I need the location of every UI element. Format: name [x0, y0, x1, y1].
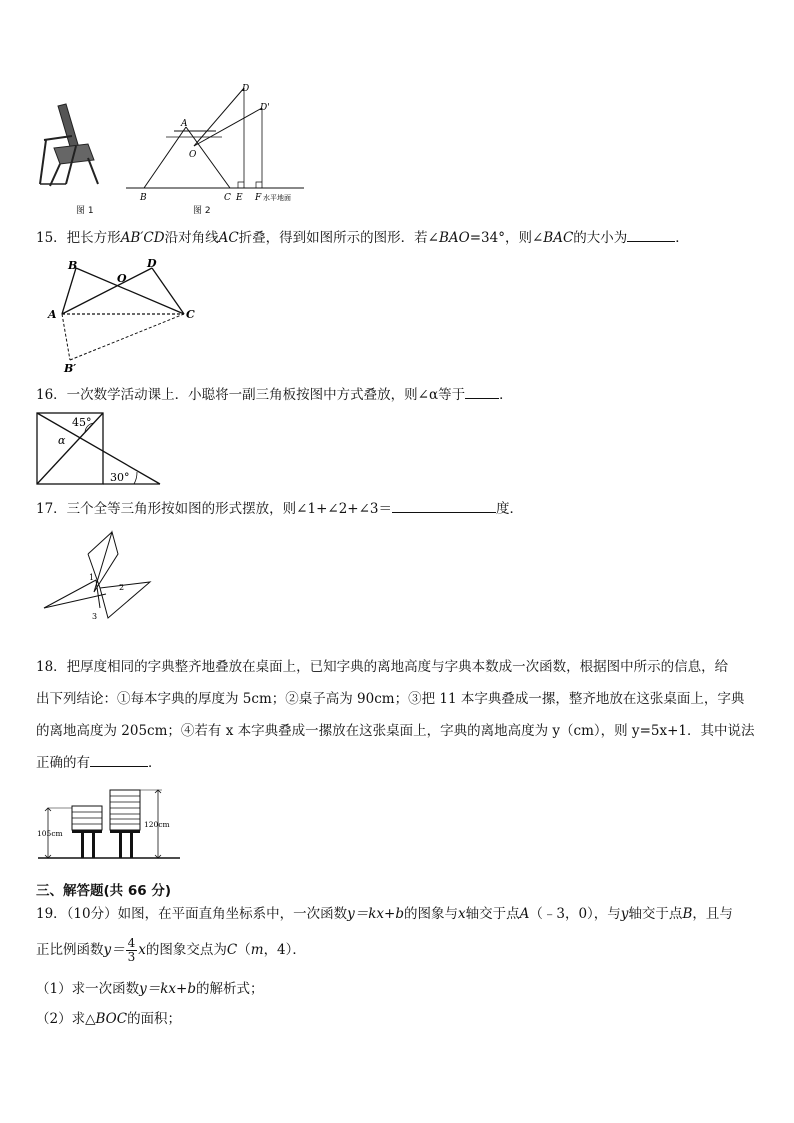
- q18-line3: 的离地高度为 205cm；④若有 x 本字典叠成一摞放在这张桌面上，字典的离地高度为 y（cm），则 y=5x+1．其中说法: [36, 723, 755, 739]
- q17-text: 17．三个全等三角形按如图的形式摆放，则∠1+∠2+∠3＝: [36, 501, 393, 517]
- q19-m: m: [250, 942, 264, 958]
- q18-height-105: 105cm: [37, 829, 63, 838]
- q15-mid2: 折叠，得到如图所示的图形．若∠: [238, 230, 439, 246]
- q17-figure: [40, 528, 154, 622]
- q15-angle2: BAC: [543, 230, 574, 246]
- label-c: C: [224, 193, 231, 203]
- q15-label-a: A: [48, 308, 57, 321]
- q16-angle-45: 45°: [72, 416, 92, 429]
- q15-end: ．: [675, 230, 689, 246]
- q19-point-c: C: [226, 942, 238, 958]
- label-d: D: [242, 84, 250, 94]
- q18-line2: 出下列结论：①每本字典的厚度为 5cm；②桌子高为 90cm；③把 11 本字典叠成一摞，整齐地放在这张桌面上，字典: [36, 691, 745, 707]
- label-a: A: [181, 119, 188, 129]
- q15-label-c: C: [186, 308, 195, 321]
- q16-angle-30: 30°: [110, 471, 130, 484]
- q17-label-3: 3: [92, 612, 98, 621]
- label-d-prime: D': [260, 103, 270, 113]
- q15-diag: AC: [218, 230, 239, 246]
- q19-y2: y＝: [103, 942, 125, 958]
- q19-point-b: B: [682, 906, 693, 922]
- q19-part2-b: 的面积；: [127, 1011, 182, 1027]
- q16-end: ．: [499, 387, 513, 403]
- q18-height-120: 120cm: [144, 820, 170, 829]
- q19-line2-c: （: [237, 942, 251, 958]
- q16-figure: [34, 410, 164, 490]
- q19-point-a: A: [519, 906, 530, 922]
- q18-line1: 18．把厚度相同的字典整齐地叠放在桌面上，已知字典的离地高度与字典本数成一次函数，根据图中所示的信息，给: [36, 659, 729, 675]
- question-18: [36, 651, 755, 779]
- question-17: [36, 499, 523, 519]
- q18-line4-prefix: 正确的有: [36, 755, 90, 771]
- q19-part1-a: （1）求一次函数: [36, 981, 140, 997]
- q17-label-1: 1: [89, 573, 95, 582]
- label-o: O: [189, 150, 197, 160]
- q18-figure: [36, 784, 186, 862]
- q19-boc: BOC: [95, 1011, 128, 1027]
- q15-label-b: B: [68, 259, 78, 272]
- label-b: B: [140, 193, 147, 203]
- q15-angle1: BAO: [438, 230, 470, 246]
- q15-suffix: 的大小为: [573, 230, 628, 246]
- label-f: F: [255, 193, 262, 203]
- q19-frac-den: 3: [127, 950, 136, 964]
- question-19-part2: [36, 1009, 181, 1029]
- q18-answer-blank[interactable]: [90, 753, 148, 767]
- q17-end: 度．: [496, 501, 524, 517]
- q19-line2-d: ，4）．: [263, 942, 306, 958]
- chair-figure: [36, 100, 106, 190]
- q15-figure: [44, 256, 204, 374]
- question-19-line2: [36, 936, 306, 964]
- question-15: [36, 228, 689, 248]
- q19-frac-num: 4: [127, 936, 136, 950]
- q19-part1-b: 的解析式；: [195, 981, 264, 997]
- q19-x: x: [457, 906, 466, 922]
- question-19-line1: [36, 904, 733, 924]
- label-ground: 水平地面: [263, 194, 291, 202]
- q15-mid1: 沿对角线: [164, 230, 219, 246]
- q15-mid3: =34°，则∠: [469, 230, 544, 246]
- fig2-caption: 图 2: [193, 206, 211, 216]
- section-3-title: 三、解答题(共 66 分): [36, 883, 172, 899]
- q19-line1-d: （﹣3，0），与: [529, 906, 621, 922]
- q19-func2: y＝kx+b: [139, 981, 196, 997]
- q19-line2-a: 正比例函数: [36, 942, 104, 958]
- question-19-part1: [36, 979, 263, 999]
- q17-answer-blank[interactable]: [392, 499, 496, 513]
- q19-line2-b: 的图象交点为: [145, 942, 227, 958]
- figure-2-diagram: [126, 82, 306, 204]
- q19-fraction: [126, 937, 138, 964]
- q19-x2: x: [138, 942, 146, 958]
- q15-label-o: O: [117, 272, 127, 285]
- label-e: E: [236, 193, 243, 203]
- q16-alpha: α: [58, 434, 66, 447]
- question-16: [36, 385, 513, 405]
- q19-line1-e: 轴交于点: [628, 906, 683, 922]
- q15-rect: AB′CD: [120, 230, 165, 246]
- q15-label-b-prime: B′: [64, 362, 77, 374]
- q18-line4-end: ．: [148, 755, 162, 771]
- q16-answer-blank[interactable]: [465, 385, 499, 399]
- q15-answer-blank[interactable]: [627, 228, 675, 242]
- q15-prefix: 15．把长方形: [36, 230, 121, 246]
- q19-part2-a: （2）求△: [36, 1011, 96, 1027]
- q15-label-d: D: [147, 257, 157, 270]
- q16-text: 16．一次数学活动课上．小聪将一副三角板按图中方式叠放，则∠α等于: [36, 387, 466, 403]
- q19-y: y: [620, 906, 629, 922]
- q19-line1-a: 19．（10分）如图，在平面直角坐标系中，一次函数: [36, 906, 348, 922]
- fig1-caption: 图 1: [76, 206, 94, 216]
- q19-line1-b: 的图象与: [403, 906, 458, 922]
- q17-label-2: 2: [119, 583, 125, 592]
- q19-line1-c: 轴交于点: [465, 906, 520, 922]
- q19-func1: y＝kx+b: [347, 906, 404, 922]
- q19-line1-f: ，且与: [692, 906, 733, 922]
